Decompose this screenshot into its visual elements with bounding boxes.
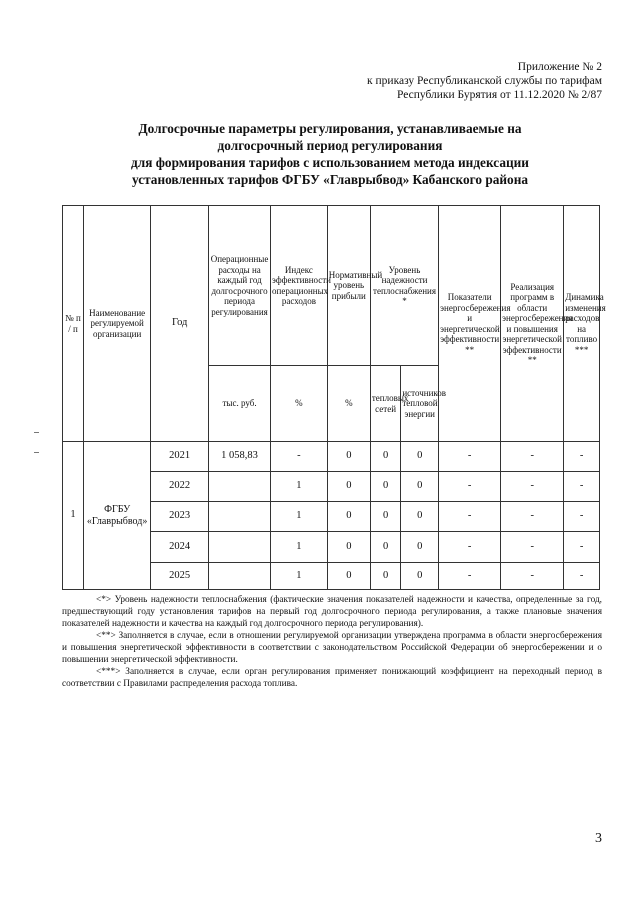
title-line-2: долгосрочный период регулирования	[217, 138, 443, 153]
cell-opex: 1 058,83	[209, 442, 271, 472]
cell-energy-indicators: -	[439, 442, 501, 472]
page-number: 3	[595, 831, 602, 846]
appendix-line-1: Приложение № 2	[517, 61, 602, 73]
cell-profit: 0	[327, 502, 370, 532]
header-fuel-dynamics: Динамика изменения расходов на топливо ***	[564, 206, 600, 442]
org-name: ФГБУ «Главрыбвод»	[84, 442, 151, 590]
org-number: 1	[63, 442, 84, 590]
cell-program: -	[501, 472, 564, 502]
title-line-4: установленных тарифов ФГБУ «Главрыбвод» Кабанского района	[131, 172, 529, 187]
cell-profit: 0	[327, 472, 370, 502]
cell-fuel-dynamics: -	[564, 472, 600, 502]
parameters-table	[62, 205, 606, 590]
cell-efficiency: 1	[271, 502, 328, 532]
cell-efficiency: 1	[271, 563, 328, 590]
header-profit: Нормативный уровень прибыли	[327, 206, 370, 366]
cell-efficiency: 1	[271, 532, 328, 563]
unit-efficiency: %	[271, 366, 328, 442]
appendix-line-3: Республики Бурятия от 11.12.2020 № 2/87	[396, 89, 602, 101]
cell-energy-indicators: -	[439, 502, 501, 532]
cell-program: -	[501, 563, 564, 590]
cell-fuel-dynamics: -	[564, 442, 600, 472]
cell-heat-sources: 0	[401, 502, 439, 532]
margin-mark	[34, 432, 39, 433]
cell-program: -	[501, 532, 564, 563]
cell-profit: 0	[327, 532, 370, 563]
cell-year: 2021	[151, 442, 209, 472]
footnotes	[62, 594, 602, 690]
cell-profit: 0	[327, 563, 370, 590]
header-num: № п / п	[63, 206, 84, 442]
cell-fuel-dynamics: -	[564, 502, 600, 532]
unit-opex: тыс. руб.	[209, 366, 271, 442]
title-line-1: Долгосрочные параметры регулирования, устанавливаемые на	[138, 121, 522, 136]
appendix-line-2: к приказу Республиканской службы по тарифам	[367, 75, 602, 87]
cell-year: 2022	[151, 472, 209, 502]
header-reliability: Уровень надежности теплоснабжения *	[370, 206, 438, 366]
footnote-2: <**> Заполняется в случае, если в отношении регулируемой организации утверждена программа в области энергосбережения и повышения энергетической эффективности в соответствии с законодательством Российской Федерации об энергосбережении и о повышении энергетической эффективности.	[62, 631, 602, 665]
cell-heat-networks: 0	[370, 563, 400, 590]
unit-profit: %	[327, 366, 370, 442]
cell-heat-sources: 0	[401, 563, 439, 590]
cell-energy-indicators: -	[439, 532, 501, 563]
title-line-3: для формирования тарифов с использованием метода индексации	[131, 155, 529, 170]
cell-heat-sources: 0	[401, 472, 439, 502]
cell-heat-networks: 0	[370, 442, 400, 472]
header-opex: Операционные расходы на каждый год долгосрочного периода регулирования	[209, 206, 271, 366]
footnote-1: <*> Уровень надежности теплоснабжения (фактические значения показателей надежности и качества, определенные за год, предшествующий году установления тарифов на первый год долгосрочного периода регулирования, а также плановые значения показателей надежности и качества на каждый год долгосрочного периода регулирования).	[62, 595, 602, 629]
footnote-3: <***> Заполняется в случае, если орган регулирования применяет понижающий коэффициент на переходный период в соответствии с Правилами распределения расхода топлива.	[62, 667, 602, 689]
cell-fuel-dynamics: -	[564, 532, 600, 563]
header-year: Год	[151, 206, 209, 442]
appendix-header	[367, 60, 602, 102]
cell-energy-indicators: -	[439, 563, 501, 590]
cell-efficiency: 1	[271, 472, 328, 502]
cell-efficiency: -	[271, 442, 328, 472]
cell-opex	[209, 563, 271, 590]
cell-heat-networks: 0	[370, 472, 400, 502]
margin-mark	[34, 452, 39, 453]
cell-opex	[209, 532, 271, 563]
header-efficiency: Индекс эффективности операционных расходов	[271, 206, 328, 366]
unit-heat-sources: источников тепловой энергии	[401, 366, 439, 442]
cell-fuel-dynamics: -	[564, 563, 600, 590]
cell-opex	[209, 472, 271, 502]
cell-heat-networks: 0	[370, 502, 400, 532]
cell-opex	[209, 502, 271, 532]
table-row	[63, 442, 600, 472]
header-org-name: Наименование регулируемой организации	[84, 206, 151, 442]
cell-year: 2025	[151, 563, 209, 590]
cell-program: -	[501, 502, 564, 532]
header-program: Реализация программ в области энергосбережения и повышения энергетической эффективности **	[501, 206, 564, 442]
cell-energy-indicators: -	[439, 472, 501, 502]
cell-year: 2024	[151, 532, 209, 563]
cell-year: 2023	[151, 502, 209, 532]
header-energy-indicators: Показатели энергосбережения и энергетической эффективности **	[439, 206, 501, 442]
cell-profit: 0	[327, 442, 370, 472]
unit-heat-networks: тепловых сетей	[370, 366, 400, 442]
cell-heat-sources: 0	[401, 532, 439, 563]
cell-heat-networks: 0	[370, 532, 400, 563]
cell-heat-sources: 0	[401, 442, 439, 472]
cell-program: -	[501, 442, 564, 472]
document-title	[60, 120, 600, 188]
